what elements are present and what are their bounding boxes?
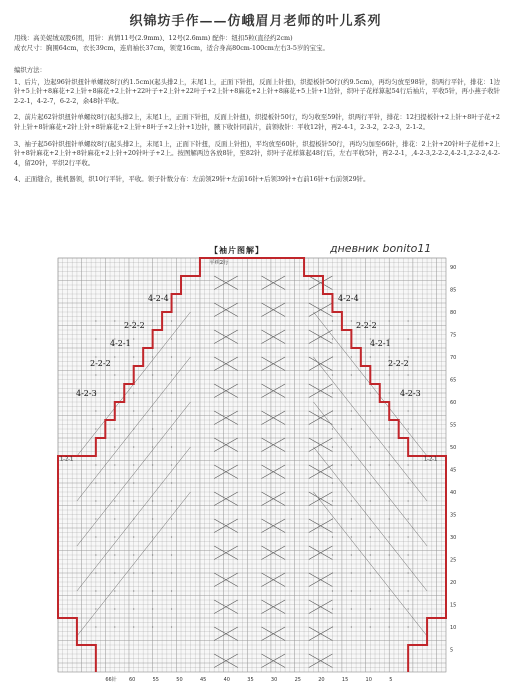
row-number-label: 35: [450, 512, 457, 519]
column-number-label: 35: [247, 677, 254, 683]
decrease-label-left: 4-2-1: [110, 339, 131, 348]
step-assembly: 4、正面缝合，挑机器领，织10行平针，平收。领子针数分布：左前领29针+左前16针+后领39针+右前16针+右前领29针。: [14, 175, 370, 184]
row-number-label: 75: [450, 332, 457, 339]
column-number-label: 40: [223, 677, 230, 683]
side-label-left: 1-2-1: [60, 456, 74, 463]
column-number-label: 55: [152, 677, 160, 683]
size-line: 成衣尺寸：胸围64cm，衣长39cm，连肩袖长37cm，领宽16cm，适合身高80cm-100cm左右3-5岁的宝宝。: [14, 43, 329, 52]
decrease-label-left: 2-2-2: [90, 359, 111, 368]
row-number-label: 90: [450, 265, 457, 271]
row-number-label: 85: [450, 287, 457, 294]
column-number-label: 15: [341, 677, 349, 683]
row-number-label: 80: [450, 310, 457, 316]
decrease-label-left: 4-2-4: [148, 294, 169, 303]
decrease-label-right: 4-2-4: [338, 294, 359, 303]
row-number-label: 55: [450, 422, 457, 429]
column-number-label: 5: [389, 677, 393, 683]
column-number-label: 60: [128, 677, 136, 683]
row-number-label: 5: [450, 647, 454, 654]
watermark: дневник bonito11: [330, 242, 432, 255]
row-number-label: 15: [450, 602, 457, 609]
decrease-label-right: 4-2-3: [400, 389, 421, 398]
row-number-label: 70: [450, 355, 457, 361]
top-row-label: 平织2行: [209, 260, 229, 266]
decrease-label-left: 2-2-2: [124, 321, 145, 330]
column-number-label: 30: [270, 677, 278, 683]
column-number-label: 45: [199, 677, 207, 683]
row-number-label: 25: [450, 557, 457, 564]
column-number-label: 20: [318, 677, 325, 683]
step-sleeve: 3、袖子起56针织扭针单螺纹8行(起头排2上，末尾1上，正面下针扭，反面上针扭)，平均放至60针，织提板针50行，再均匀加至66针，排花：2上针+20针叶子花样+2上针+8针麻花+2上针+8针麻花+2上针+20针叶子+2上。按图解两边各放8针，至82针，织叶子花样算起48行后，左右平收5针，再2-2-1，,4-2-3,2-2-2,4-2-1,2-2-2,4-2-4，留20针，平织2行平收。: [14, 139, 500, 167]
column-number-label: 50: [176, 677, 183, 683]
side-label-right: 1-2-1: [424, 456, 438, 463]
decrease-label-right: 4-2-1: [370, 339, 391, 348]
chart-title: 【袖片图解】: [210, 245, 264, 255]
decrease-label-left: 4-2-3: [76, 389, 97, 398]
step-front-piece: 2、前片起62针织扭针单螺纹8行(起头排2上，末尾1上，正面下针扭，反面上针扭)，织提板针50行，均匀收至59针，织两行平针，排花：12扫提板针+2上针+8叶子花+2针上针+8针麻花+2针上针+8针麻花+2上针+8叶子+2上针+1边针，腋下收针同前片，前领收针：平收12针，再2-4-1，2-3-2，2-2-3，2-1-2。: [14, 113, 500, 131]
materials-line: 用线：高美妮绒双股6团，用针：真情11号(2.9mm)、12号(2.6mm) 配件：纽扣5粒(直径约2cm): [14, 34, 293, 42]
row-number-label: 30: [450, 535, 457, 541]
chart-grid: [58, 258, 446, 672]
methods-heading: 编织方法：: [14, 66, 46, 74]
row-number-label: 20: [450, 580, 457, 586]
row-number-label: 40: [450, 490, 457, 496]
step-back-piece: 1、后片，边起96针织扭针单螺纹8行(约1.5cm)(起头排2上，末尾1上，正面下针扭，反面上针扭)，织提板针50行(约9.5cm)，再均匀放至98针，织两行平针，排花：1边针+5上针+8麻花+2上针+8麻花+2上针+22叶子+2上针+22叶子+2上针+8麻花+2上针+8麻花+5上针+1边针，织叶子花样算起54行后袖片，平收5针，再小燕子收针2-2-1，4-2-7，6-2-2，余48针平收。: [14, 77, 500, 105]
row-number-label: 60: [450, 400, 457, 406]
document-title: 织锦坊手作——仿峨眉月老师的叶儿系列: [129, 14, 382, 29]
column-number-label: 25: [294, 677, 301, 683]
column-number-label: 10: [365, 677, 372, 683]
decrease-label-right: 2-2-2: [388, 359, 409, 368]
row-number-label: 65: [450, 377, 457, 384]
column-first-label: 66针: [105, 677, 117, 683]
decrease-label-right: 2-2-2: [356, 321, 377, 330]
row-number-label: 10: [450, 625, 457, 631]
row-number-label: 50: [450, 445, 457, 451]
row-number-label: 45: [450, 467, 457, 474]
